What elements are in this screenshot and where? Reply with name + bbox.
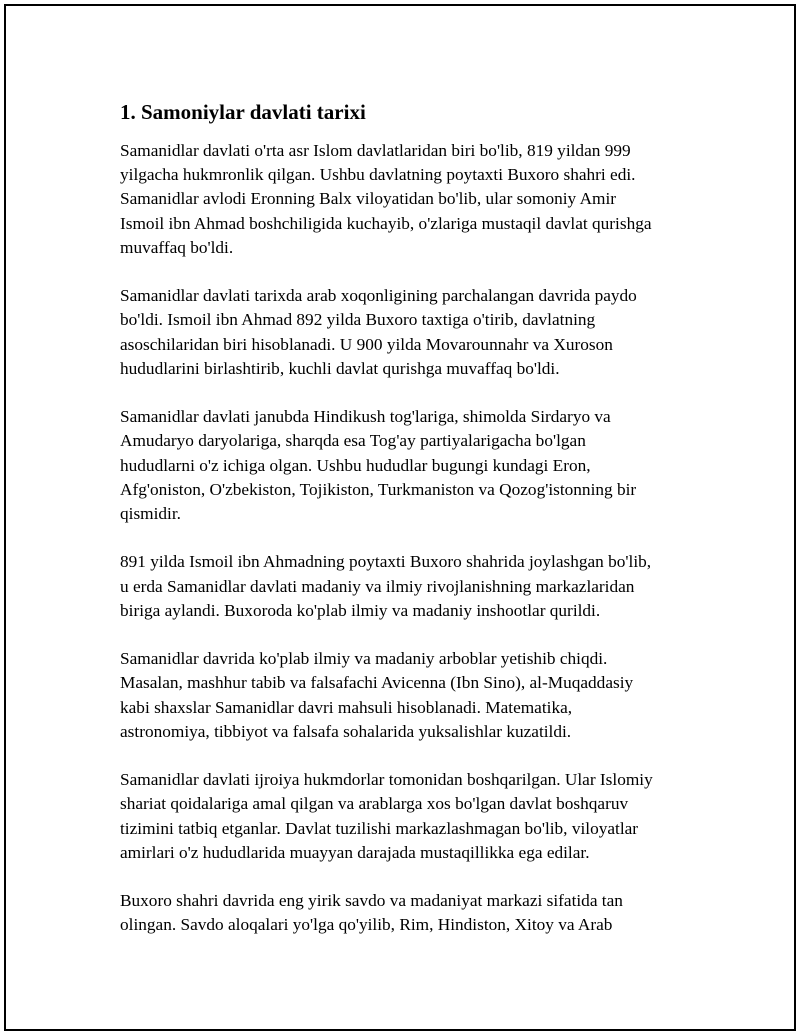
text-line: u erda Samanidlar davlati madaniy va ilmiy rivojlanishning markazlaridan bbox=[120, 576, 635, 596]
text-line: Samanidlar davlati o'rta asr Islom davlatlaridan biri bo'lib, 819 yildan 999 bbox=[120, 141, 631, 160]
text-line: Samanidlar davlati ijroiya hukmdorlar tomonidan boshqarilgan. Ular Islomiy bbox=[120, 770, 653, 790]
paragraph bbox=[120, 405, 700, 526]
text-line: Samanidlar davlati tarixda arab xoqonligining parchalangan davrida paydo bbox=[120, 286, 637, 306]
paragraph bbox=[120, 284, 700, 381]
text-line: Samanidlar davlati janubda Hindikush tog'lariga, shimolda Sirdaryo va bbox=[120, 407, 611, 427]
paragraph bbox=[120, 889, 700, 937]
text-line: biriga aylandi. Buxoroda ko'plab ilmiy va madaniy inshootlar qurildi. bbox=[120, 600, 601, 620]
text-line: Samanidlar avlodi Eronning Balx viloyatidan bo'lib, ular somoniy Amir bbox=[120, 189, 617, 209]
text-line: yilgacha hukmronlik qilgan. Ushbu davlatning poytaxti Buxoro shahri edi. bbox=[120, 165, 636, 185]
text-line: tizimini tatbiq etganlar. Davlat tuzilishi markazlashmagan bo'lib, viloyatlar bbox=[120, 818, 639, 838]
text-line: amirlari o'z hududlarida muayyan darajada mustaqillikka ega edilar. bbox=[120, 842, 590, 862]
paragraph bbox=[120, 647, 700, 744]
text-line: bo'ldi. Ismoil ibn Ahmad 892 yilda Buxoro taxtiga o'tirib, davlatning bbox=[120, 310, 596, 330]
paragraph bbox=[120, 768, 700, 865]
paragraph bbox=[120, 139, 700, 260]
text-line: Buxoro shahri davrida eng yirik savdo va madaniyat markazi sifatida tan bbox=[120, 891, 623, 911]
text-line: qismidir. bbox=[120, 504, 181, 524]
text-line: Ismoil ibn Ahmad boshchiligida kuchayib, o'zlariga mustaqil davlat qurishga bbox=[120, 213, 652, 233]
text-line: Masalan, mashhur tabib va falsafachi Avicenna (Ibn Sino), al-Muqaddasiy bbox=[120, 673, 634, 693]
page-border bbox=[4, 4, 796, 1031]
text-line: kabi shaxslar Samanidlar davri mahsuli hisoblanadi. Matematika, bbox=[120, 697, 573, 717]
text-line: 891 yilda Ismoil ibn Ahmadning poytaxti Buxoro shahrida joylashgan bo'lib, bbox=[120, 552, 652, 572]
text-line: hududlarini birlashtirib, kuchli davlat qurishga muvaffaq bo'ldi. bbox=[120, 358, 560, 378]
text-line: Afg'oniston, O'zbekiston, Tojikiston, Turkmaniston va Qozog'istonning bir bbox=[120, 479, 637, 499]
paragraph bbox=[120, 550, 700, 623]
document-body bbox=[120, 99, 700, 962]
text-line: shariat qoidalariga amal qilgan va arablarga xos bo'lgan davlat boshqaruv bbox=[120, 794, 629, 814]
document-title: 1. Samoniylar davlati tarixi bbox=[120, 100, 366, 124]
text-line: Samanidlar davrida ko'plab ilmiy va madaniy arboblar yetishib chiqdi. bbox=[120, 649, 608, 669]
text-line: hududlarni o'z ichiga olgan. Ushbu hududlar bugungi kundagi Eron, bbox=[120, 455, 591, 475]
text-line: olingan. Savdo aloqalari yo'lga qo'yilib, Rim, Hindiston, Xitoy va Arab bbox=[120, 915, 613, 935]
text-line: Amudaryo daryolariga, sharqda esa Tog'ay partiyalarigacha bo'lgan bbox=[120, 431, 586, 451]
text-line: astronomiya, tibbiyot va falsafa sohalarida yuksalishlar kuzatildi. bbox=[120, 721, 572, 741]
text-line: muvaffaq bo'ldi. bbox=[120, 237, 234, 257]
text-line: asoschilaridan biri hisoblanadi. U 900 yilda Movarounnahr va Xuroson bbox=[120, 334, 613, 354]
